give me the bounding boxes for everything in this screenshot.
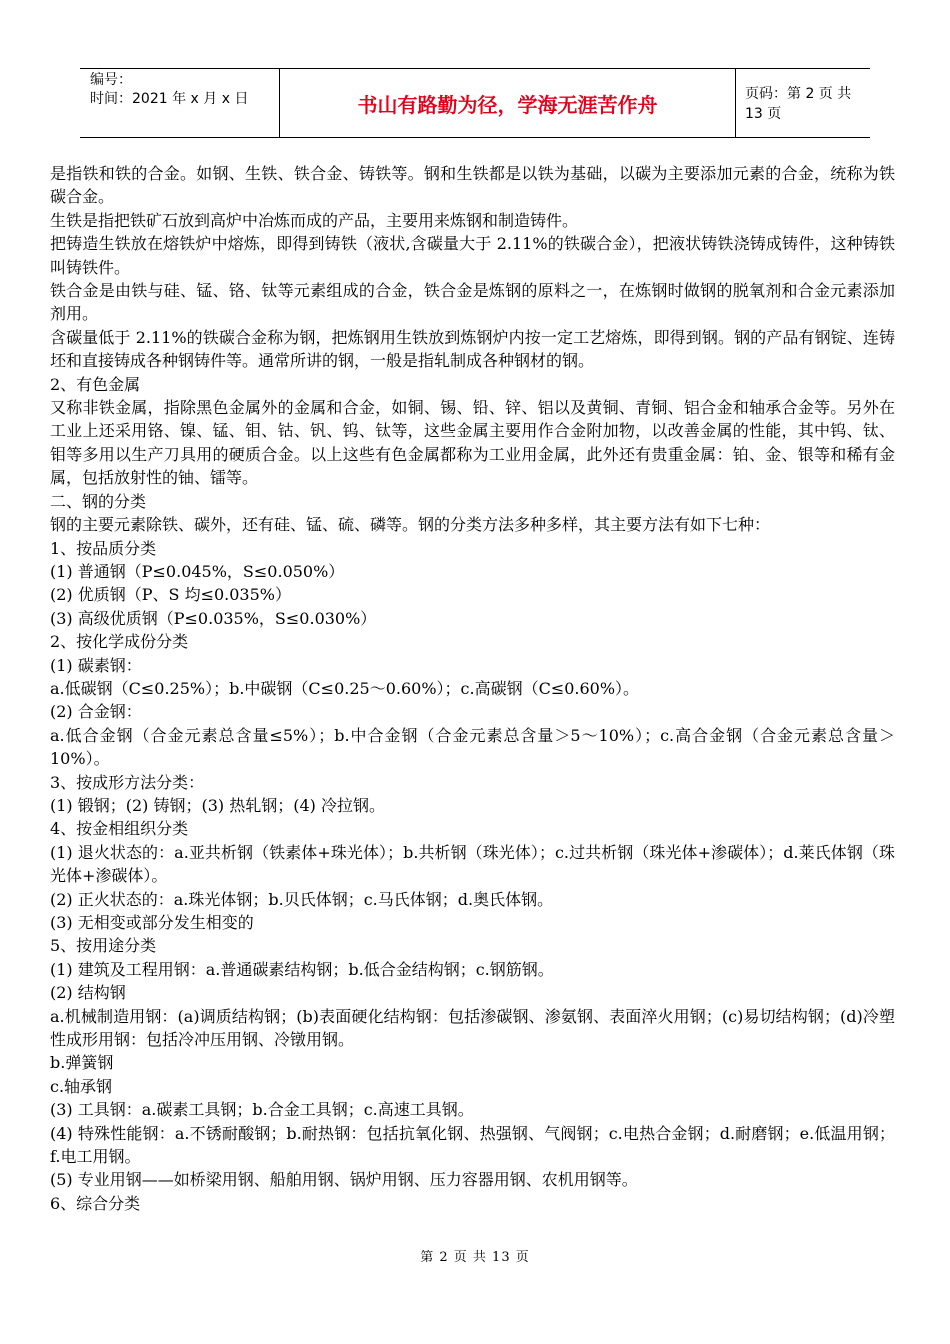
list-item: a.低碳钢（C≤0.25%）；b.中碳钢（C≤0.25～0.60%）；c.高碳钢（C≤0.60%）。 [50,678,640,698]
paragraph: 把铸造生铁放在熔铁炉中熔炼，即得到铸铁（液状,含碳量大于 2.11%的铁碳合金），把液状铸铁浇铸成铸件，这种铸铁叫铸铁件。 [50,234,895,277]
list-item: (2) 正火状态的：a.珠光体钢；b.贝氏体钢；c.马氏体钢；d.奥氏体钢。 [50,889,554,909]
paragraph: 是指铁和铁的合金。如钢、生铁、铁合金、铸铁等。钢和生铁都是以铁为基础，以碳为主要添加元素的合金，统称为铁碳合金。 [50,164,895,207]
list-item: (5) 专业用钢——如桥梁用钢、船舶用钢、锅炉用钢、压力容器用钢、农机用钢等。 [50,1170,638,1190]
time-label: 时间：2021 年 x 月 x 日 [90,91,249,107]
paragraph: 铁合金是由铁与硅、锰、铬、钛等元素组成的合金，铁合金是炼钢的原料之一，在炼钢时做钢的脱氧剂和合金元素添加剂用。 [50,281,895,324]
number-label: 编号： [90,72,132,88]
section-heading: 5、按用途分类 [50,936,157,956]
section-heading: 4、按金相组织分类 [50,819,189,839]
section-heading: 3、按成形方法分类： [50,772,205,792]
document-body [50,162,895,1215]
list-item: (1) 退火状态的：a.亚共析钢（铁素体+珠光体）；b.共析钢（珠光体）；c.过共析钢（珠光体+渗碳体）；d.莱氏体钢（珠光体+渗碳体）。 [50,842,895,886]
paragraph: 钢的主要元素除铁、碳外，还有硅、锰、硫、磷等。钢的分类方法多种多样，其主要方法有如下七种： [50,515,771,535]
list-item: (2) 结构钢 [50,983,126,1003]
list-item: a.机械制造用钢：(a)调质结构钢；(b)表面硬化结构钢：包括渗碳钢、渗氨钢、表面淬火用钢；(c)易切结构钢；(d)冷塑性成形用钢：包括冷冲压用钢、冷镦用钢。 [50,1006,895,1050]
section-heading: 2、有色金属 [50,374,141,394]
list-item: (2) 合金钢： [50,702,142,722]
section-heading: 1、按品质分类 [50,538,157,558]
header-page-info: 页码：第 2 页 共 13 页 [745,86,852,122]
list-item: c.轴承钢 [50,1076,113,1096]
list-item: (1) 建筑及工程用钢：a.普通碳素结构钢；b.低合金结构钢；c.钢筋钢。 [50,959,554,979]
list-item: (1) 普通钢（P≤0.045%，S≤0.050%） [50,561,345,581]
header-motto: 书山有路勤为径，学海无涯苦作舟 [280,69,736,137]
list-item: (1) 锻钢；(2) 铸钢；(3) 热轧钢；(4) 冷拉钢。 [50,795,386,815]
page-header [80,68,870,138]
list-item: (4) 特殊性能钢：a.不锈耐酸钢；b.耐热钢：包括抗氧化钢、热强钢、气阀钢；c.电热合金钢；d.耐磨钢；e.低温用钢；f.电工用钢。 [50,1123,895,1167]
section-heading: 6、综合分类 [50,1193,141,1213]
list-item: (3) 高级优质钢（P≤0.035%，S≤0.030%） [50,608,377,628]
paragraph: 生铁是指把铁矿石放到高炉中冶炼而成的产品，主要用来炼钢和制造铸件。 [50,210,579,230]
paragraph: 又称非铁金属，指除黑色金属外的金属和合金，如铜、锡、铅、锌、铝以及黄铜、青铜、铝合金和轴承合金等。另外在工业上还采用铬、镍、锰、钼、钴、钒、钨、钛等，这些金属主要用作合金附加物，以改善金属的性能，其中钨、钛、钼等多用以生产刀具用的硬质合金。以上这些有色金属都称为工业用金属，此外还有贵重金属：铂、金、银等和稀有金属，包括放射性的铀、镭等。 [50,398,895,488]
list-item: b.弹簧钢 [50,1053,114,1073]
section-heading: 2、按化学成份分类 [50,632,189,652]
list-item: (3) 无相变或部分发生相变的 [50,913,254,932]
list-item: (2) 优质钢（P、S 均≤0.035%） [50,585,291,605]
page-footer: 第 2 页 共 13 页 [420,1250,530,1265]
header-meta [80,69,280,137]
list-item: (1) 碳素钢： [50,655,142,675]
list-item: a.低合金钢（合金元素总含量≤5%）；b.中合金钢（合金元素总含量＞5～10%）；c.高合金钢（合金元素总含量＞10%）。 [50,725,895,769]
paragraph: 含碳量低于 2.11%的铁碳合金称为钢，把炼钢用生铁放到炼钢炉内按一定工艺熔炼，即得到钢。钢的产品有钢锭、连铸坯和直接铸成各种钢铸件等。通常所讲的钢，一般是指轧制成各种钢材的钢。 [50,327,895,371]
list-item: (3) 工具钢：a.碳素工具钢；b.合金工具钢；c.高速工具钢。 [50,1100,474,1120]
section-heading: 二、钢的分类 [50,491,147,511]
